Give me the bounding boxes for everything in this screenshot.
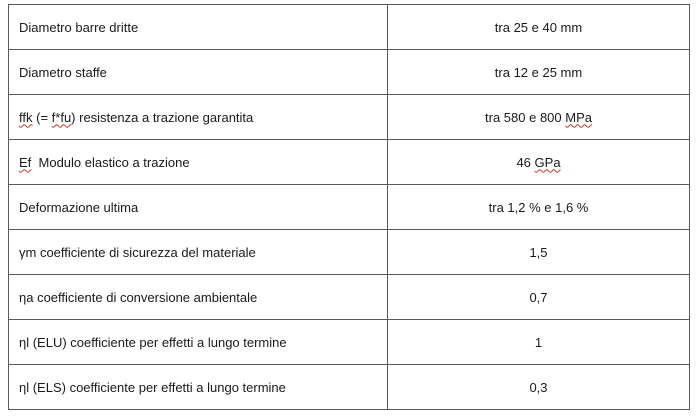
- row-value-cell: [388, 95, 690, 140]
- table-row: [9, 50, 690, 95]
- label-text: (=: [32, 109, 52, 125]
- table-row: [9, 320, 690, 365]
- table-row: [9, 185, 690, 230]
- material-properties-table: [8, 4, 690, 410]
- value-text: tra 580 e 800: [485, 109, 566, 125]
- table-row: [9, 365, 690, 410]
- row-label-cell: [9, 230, 388, 275]
- table-row: [9, 140, 690, 185]
- value-text: 1: [534, 334, 543, 350]
- row-value-cell: [388, 230, 690, 275]
- value-text: 1,5: [529, 244, 548, 260]
- label-text: ηa coefficiente di conversione ambientale: [19, 289, 258, 305]
- label-text-misspelled: Ef: [19, 154, 32, 170]
- table-row: [9, 95, 690, 140]
- row-value-cell: [388, 185, 690, 230]
- value-text-misspelled: GPa: [534, 154, 561, 170]
- value-text: 0,7: [529, 289, 548, 305]
- row-value-cell: [388, 140, 690, 185]
- label-text: Diametro barre dritte: [19, 19, 139, 35]
- row-label-cell: [9, 275, 388, 320]
- row-label-cell: [9, 185, 388, 230]
- value-text-misspelled: MPa: [565, 109, 592, 125]
- row-label-cell: [9, 95, 388, 140]
- label-text-misspelled: ffk: [19, 109, 33, 125]
- label-text-misspelled: f*fu: [51, 109, 72, 125]
- table-row: [9, 230, 690, 275]
- row-value-cell: [388, 365, 690, 410]
- table-row: [9, 5, 690, 50]
- label-text: Diametro staffe: [19, 64, 107, 80]
- label-text: Modulo elastico a trazione: [31, 154, 190, 170]
- value-text: 46: [516, 154, 535, 170]
- row-value-cell: [388, 5, 690, 50]
- row-label-cell: [9, 5, 388, 50]
- label-text: ηl (ELS) coefficiente per effetti a lungo termine: [19, 379, 286, 395]
- row-value-cell: [388, 50, 690, 95]
- value-text: tra 1,2 % e 1,6 %: [488, 199, 589, 215]
- row-label-cell: [9, 50, 388, 95]
- value-text: 0,3: [529, 379, 548, 395]
- row-label-cell: [9, 365, 388, 410]
- label-text: Deformazione ultima: [19, 199, 139, 215]
- properties-table-container: [8, 4, 690, 410]
- value-text: tra 25 e 40 mm: [494, 19, 583, 35]
- label-text: γm coefficiente di sicurezza del materiale: [19, 244, 256, 260]
- row-value-cell: [388, 320, 690, 365]
- value-text: tra 12 e 25 mm: [494, 64, 583, 80]
- label-text: ) resistenza a trazione garantita: [71, 109, 254, 125]
- table-row: [9, 275, 690, 320]
- row-label-cell: [9, 320, 388, 365]
- row-label-cell: [9, 140, 388, 185]
- row-value-cell: [388, 275, 690, 320]
- label-text: ηl (ELU) coefficiente per effetti a lungo termine: [19, 334, 287, 350]
